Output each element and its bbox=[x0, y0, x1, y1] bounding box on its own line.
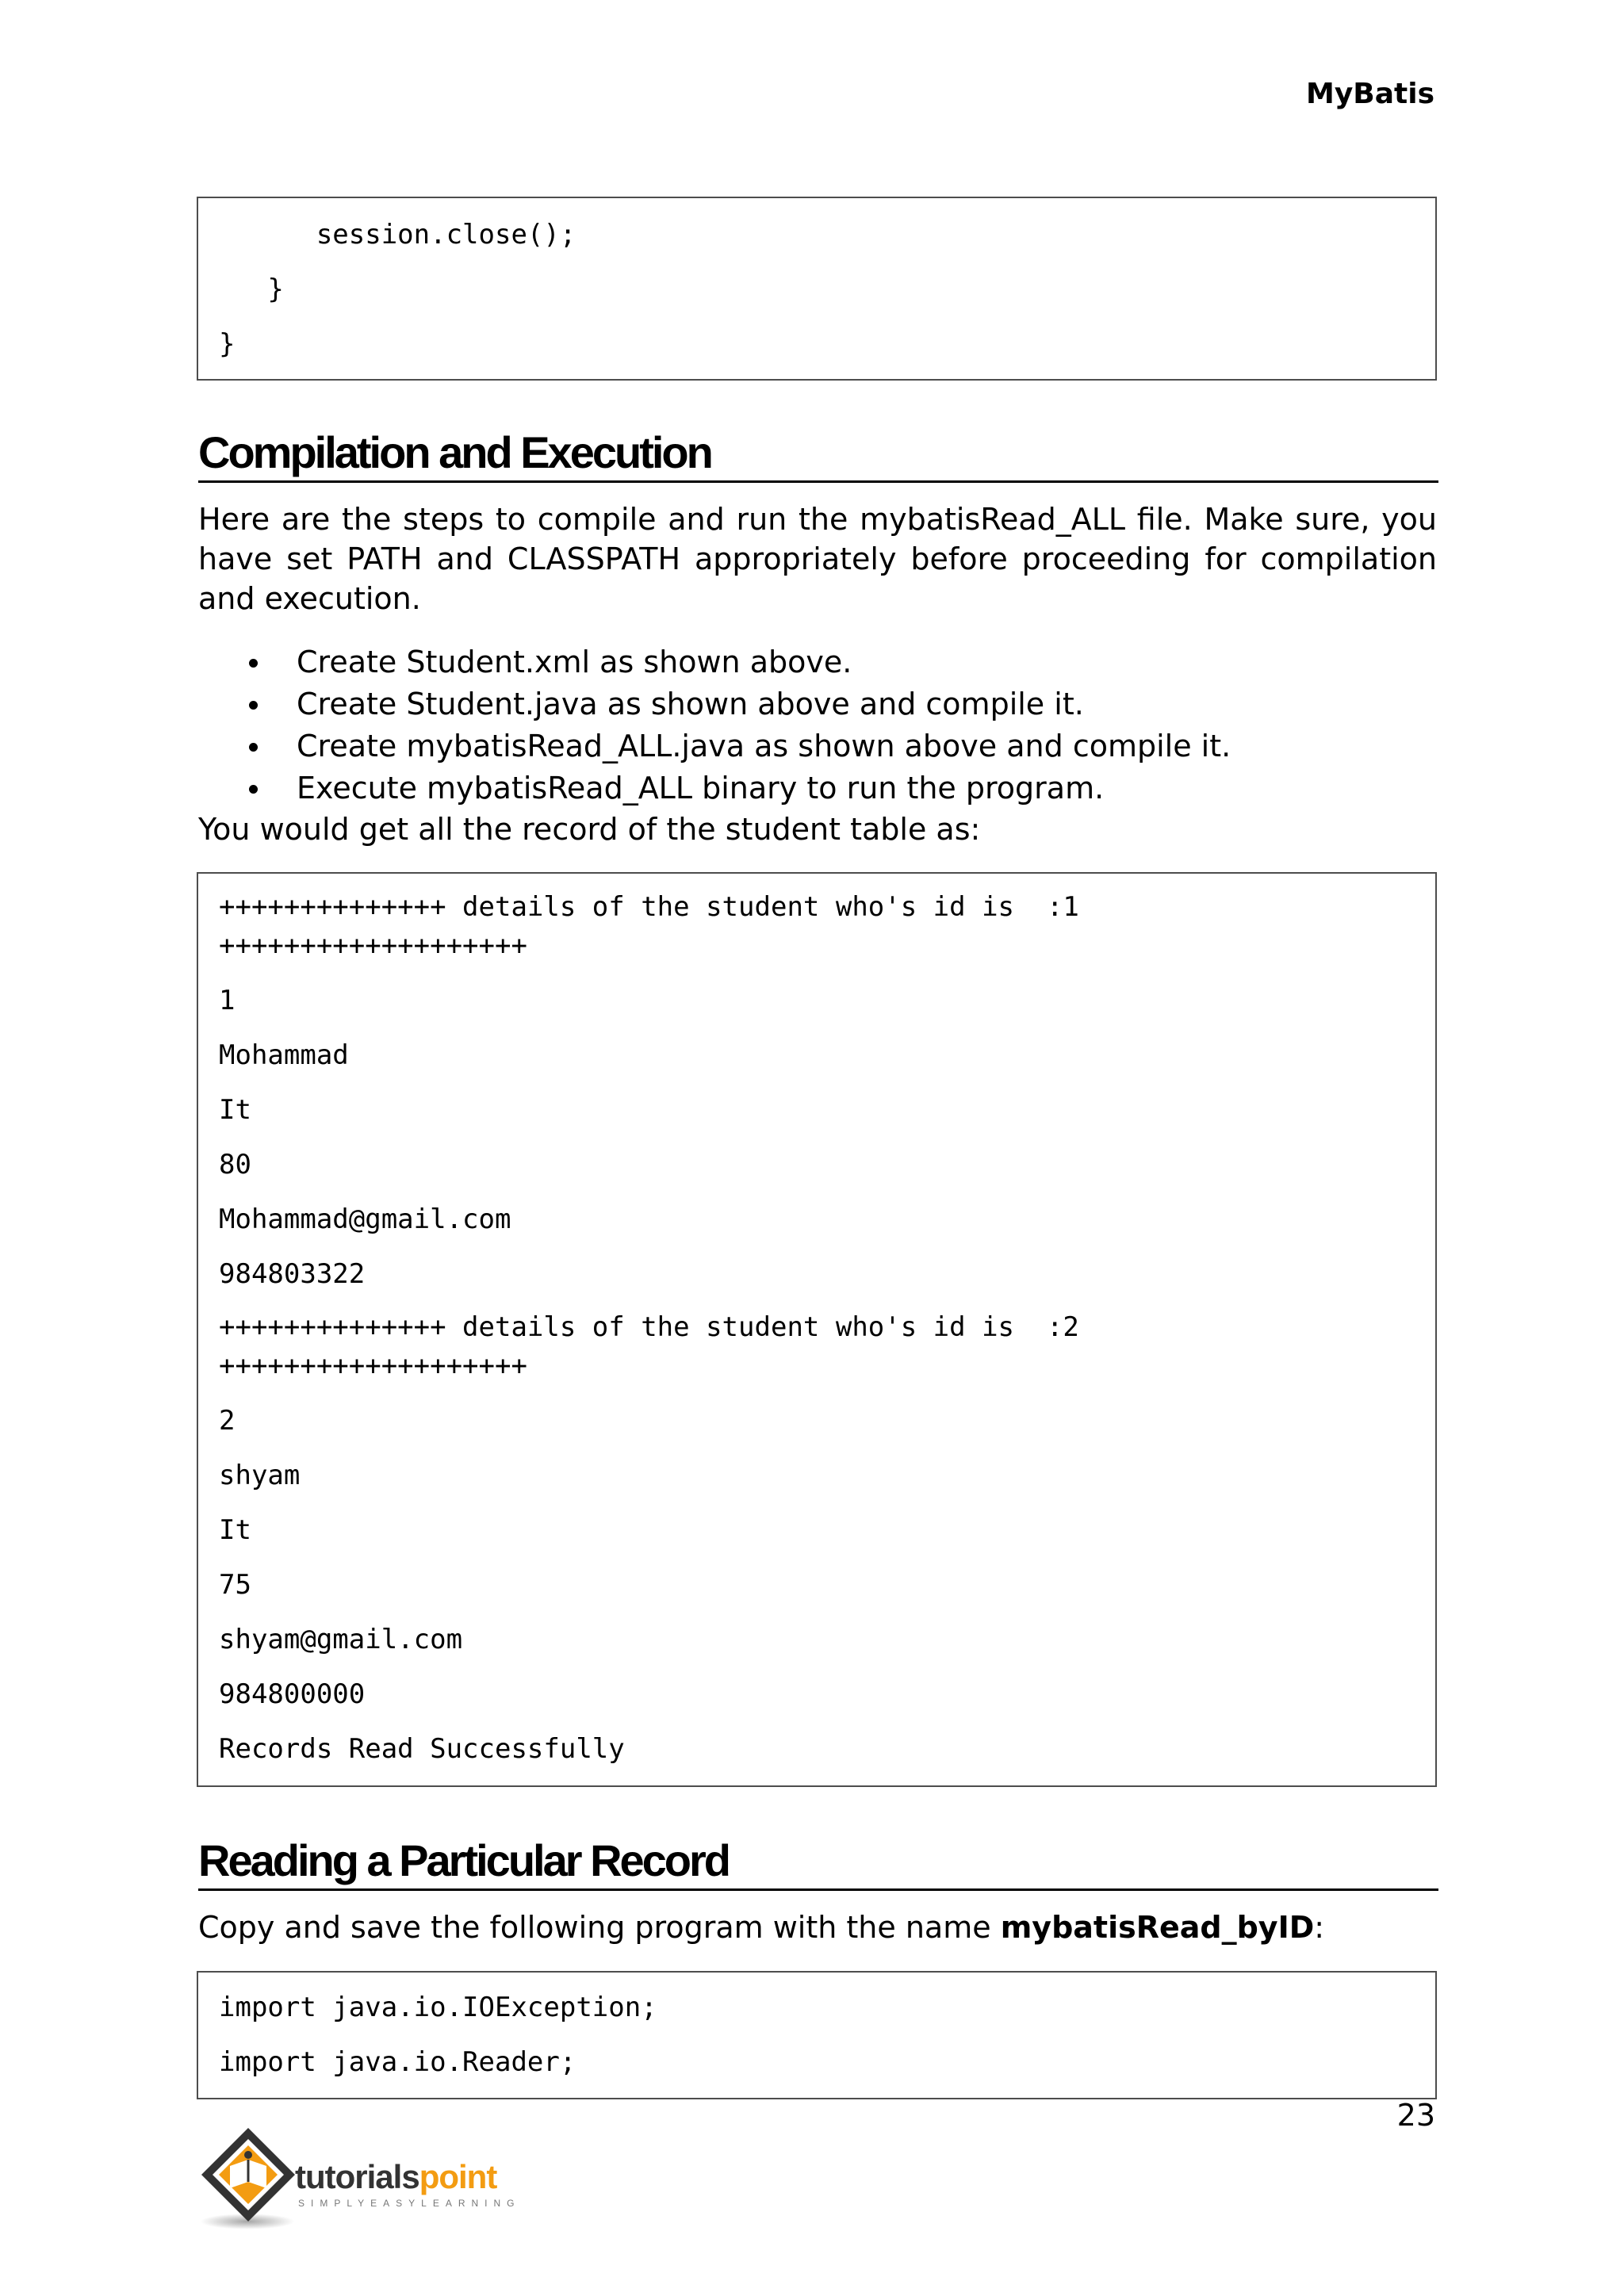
output-line: It bbox=[219, 1514, 251, 1546]
code-line: } bbox=[219, 328, 236, 360]
tutorialspoint-logo bbox=[195, 2125, 544, 2236]
logo-wordmark bbox=[295, 2158, 496, 2196]
output-line: Mohammad@gmail.com bbox=[219, 1203, 511, 1235]
section-heading-reading-record: Reading a Particular Record bbox=[198, 1836, 1438, 1891]
code-block-top bbox=[197, 197, 1437, 381]
output-line: +++++++++++++++++++ bbox=[219, 1350, 527, 1382]
output-line: +++++++++++++++++++ bbox=[219, 930, 527, 962]
code-line: } bbox=[219, 274, 284, 305]
list-item bbox=[198, 641, 1437, 683]
bullet-icon bbox=[249, 743, 258, 752]
output-line: 1 bbox=[219, 985, 236, 1016]
output-line: shyam@gmail.com bbox=[219, 1624, 463, 1655]
outro-paragraph: You would get all the record of the student table as: bbox=[198, 812, 981, 847]
code-line: import java.io.Reader; bbox=[219, 2046, 576, 2078]
code-line: session.close(); bbox=[219, 219, 576, 251]
bullet-icon bbox=[249, 659, 258, 668]
bullet-icon bbox=[249, 785, 258, 794]
list-item-text: Create Student.xml as shown above. bbox=[297, 645, 852, 679]
intro-paragraph: Here are the steps to compile and run the mybatisRead_ALL file. Make sure, you have set PATH and CLASSPATH appropriately before proceeding for compilation and execution. bbox=[198, 502, 1437, 616]
output-line: ++++++++++++++ details of the student who's id is :2 bbox=[219, 1311, 1079, 1343]
program-name: mybatisRead_byID bbox=[1000, 1910, 1315, 1945]
logo-tagline: SIMPLYEASYLEARNING bbox=[298, 2198, 521, 2209]
program-output-block bbox=[197, 872, 1437, 1787]
output-line: shyam bbox=[219, 1460, 301, 1491]
list-item bbox=[198, 683, 1437, 725]
list-item-text: Execute mybatisRead_ALL binary to run the program. bbox=[297, 771, 1105, 806]
logo-diamond-icon bbox=[198, 2125, 298, 2225]
output-line: 984803322 bbox=[219, 1258, 366, 1290]
output-line: It bbox=[219, 1094, 251, 1126]
logo-word-point: point bbox=[419, 2158, 497, 2195]
section-heading-compilation: Compilation and Execution bbox=[198, 428, 1438, 483]
page-number: 23 bbox=[1396, 2098, 1435, 2133]
save-instruction-paragraph bbox=[198, 1908, 1437, 1947]
code-line: import java.io.IOException; bbox=[219, 1992, 657, 2023]
output-line: 2 bbox=[219, 1405, 236, 1437]
running-header-title: MyBatis bbox=[1306, 78, 1434, 110]
save-instruction-text: Copy and save the following program with the name bbox=[198, 1910, 1001, 1945]
output-line: 80 bbox=[219, 1149, 251, 1181]
output-line: 984800000 bbox=[219, 1678, 366, 1710]
list-item-text: Create mybatisRead_ALL.java as shown above and compile it. bbox=[297, 729, 1231, 763]
list-item bbox=[198, 767, 1437, 809]
list-item bbox=[198, 725, 1437, 767]
list-item-text: Create Student.java as shown above and compile it. bbox=[297, 687, 1084, 721]
save-instruction-colon: : bbox=[1314, 1910, 1325, 1945]
bullet-icon bbox=[249, 701, 258, 710]
output-line: Records Read Successfully bbox=[219, 1733, 625, 1765]
output-line: 75 bbox=[219, 1569, 251, 1601]
output-line: ++++++++++++++ details of the student who's id is :1 bbox=[219, 891, 1079, 923]
steps-list bbox=[198, 641, 1437, 809]
code-block-bottom bbox=[197, 1971, 1437, 2099]
logo-word-tutorials: tutorials bbox=[295, 2158, 419, 2195]
output-line: Mohammad bbox=[219, 1039, 349, 1071]
